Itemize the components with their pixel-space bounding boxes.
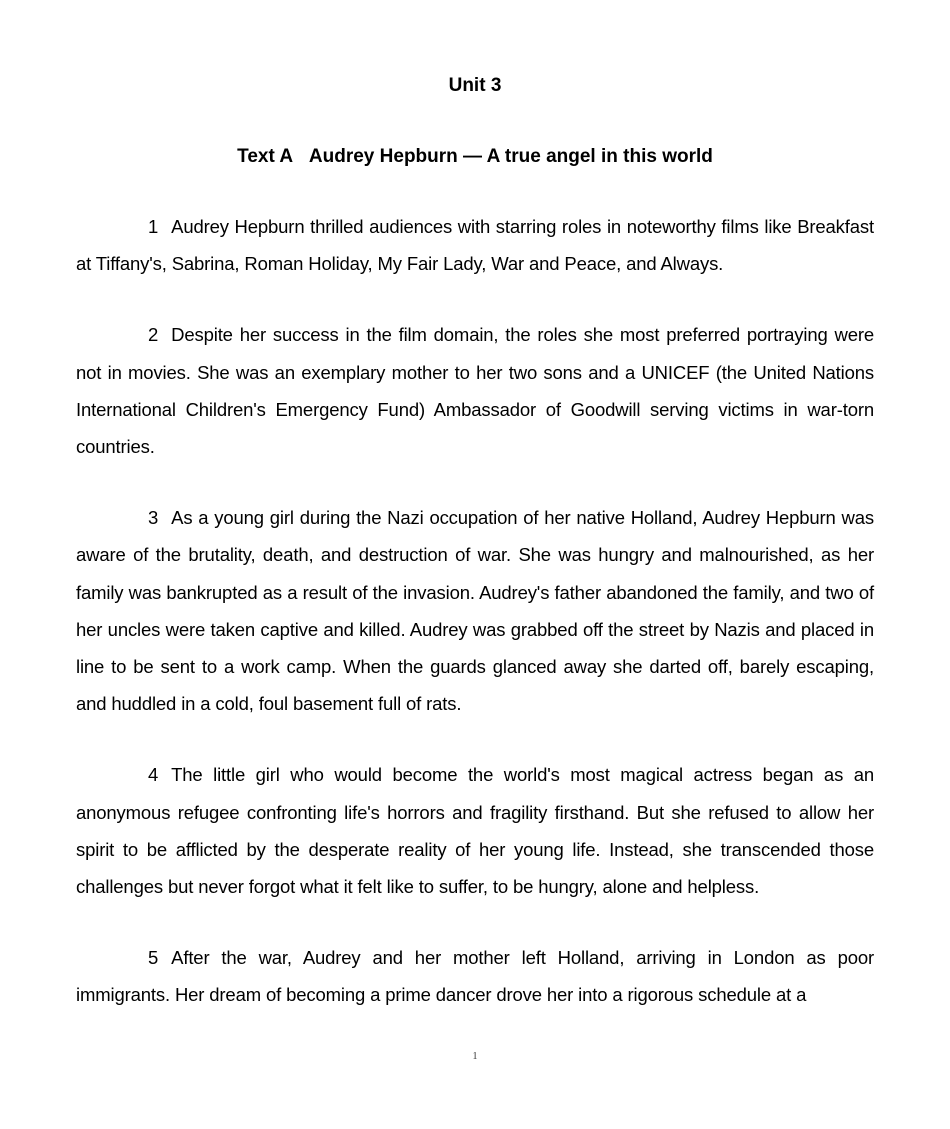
paragraph-number: 1 [148, 216, 159, 237]
paragraph-text: After the war, Audrey and her mother left Holland, arriving in London as poor immigrants. Her dream of becoming a prime dancer drove her into a rigorous schedule at a [76, 947, 874, 1006]
paragraph-text: Despite her success in the film domain, the roles she most preferred portraying were not in movies. She was an exemplary mother to her two sons and a UNICEF (the United Nations International Children's Emergency Fund) Ambassador of Goodwill serving victims in war-torn countries. [76, 324, 874, 458]
unit-title: Unit 3 [448, 75, 502, 96]
paragraph-number: 4 [148, 764, 159, 786]
paragraph-number: 3 [148, 507, 159, 529]
paragraph-text: The little girl who would become the world's most magical actress began as an anonymous refugee confronting life's horrors and fragility firsthand. But she refused to allow her spirit to be afflicted by the desperate reality of her young life. Instead, she transcended those challenges but never forgot what it felt like to suffer, to be hungry, alone and helpless. [76, 764, 874, 898]
paragraph-5 [76, 939, 874, 1013]
paragraph-text: Audrey Hepburn thrilled audiences with starring roles in noteworthy films like Breakfast at Tiffany's, Sabrina, Roman Holiday, My Fair Lady, War and Peace, and Always. [76, 216, 874, 275]
paragraph-4 [76, 756, 874, 905]
paragraph-number: 5 [148, 947, 159, 969]
paragraph-text: As a young girl during the Nazi occupation of her native Holland, Audrey Hepburn was aware of the brutality, death, and destruction of war. She was hungry and malnourished, as her family was bankrupted as a result of the invasion. Audrey's father abandoned the family, and two of her uncles were taken captive and killed. Audrey was grabbed off the street by Nazis and placed in line to be sent to a work camp. When the guards glanced away she darted off, barely escaping, and huddled in a cold, foul basement full of rats. [76, 507, 874, 715]
document-body [76, 208, 874, 1048]
text-title: Text A Audrey Hepburn — A true angel in this world [237, 146, 713, 167]
paragraph-3 [76, 499, 874, 722]
page-number: 1 [472, 1051, 478, 1062]
paragraph-2 [76, 316, 874, 465]
paragraph-1 [76, 208, 874, 282]
paragraph-number: 2 [148, 324, 159, 346]
